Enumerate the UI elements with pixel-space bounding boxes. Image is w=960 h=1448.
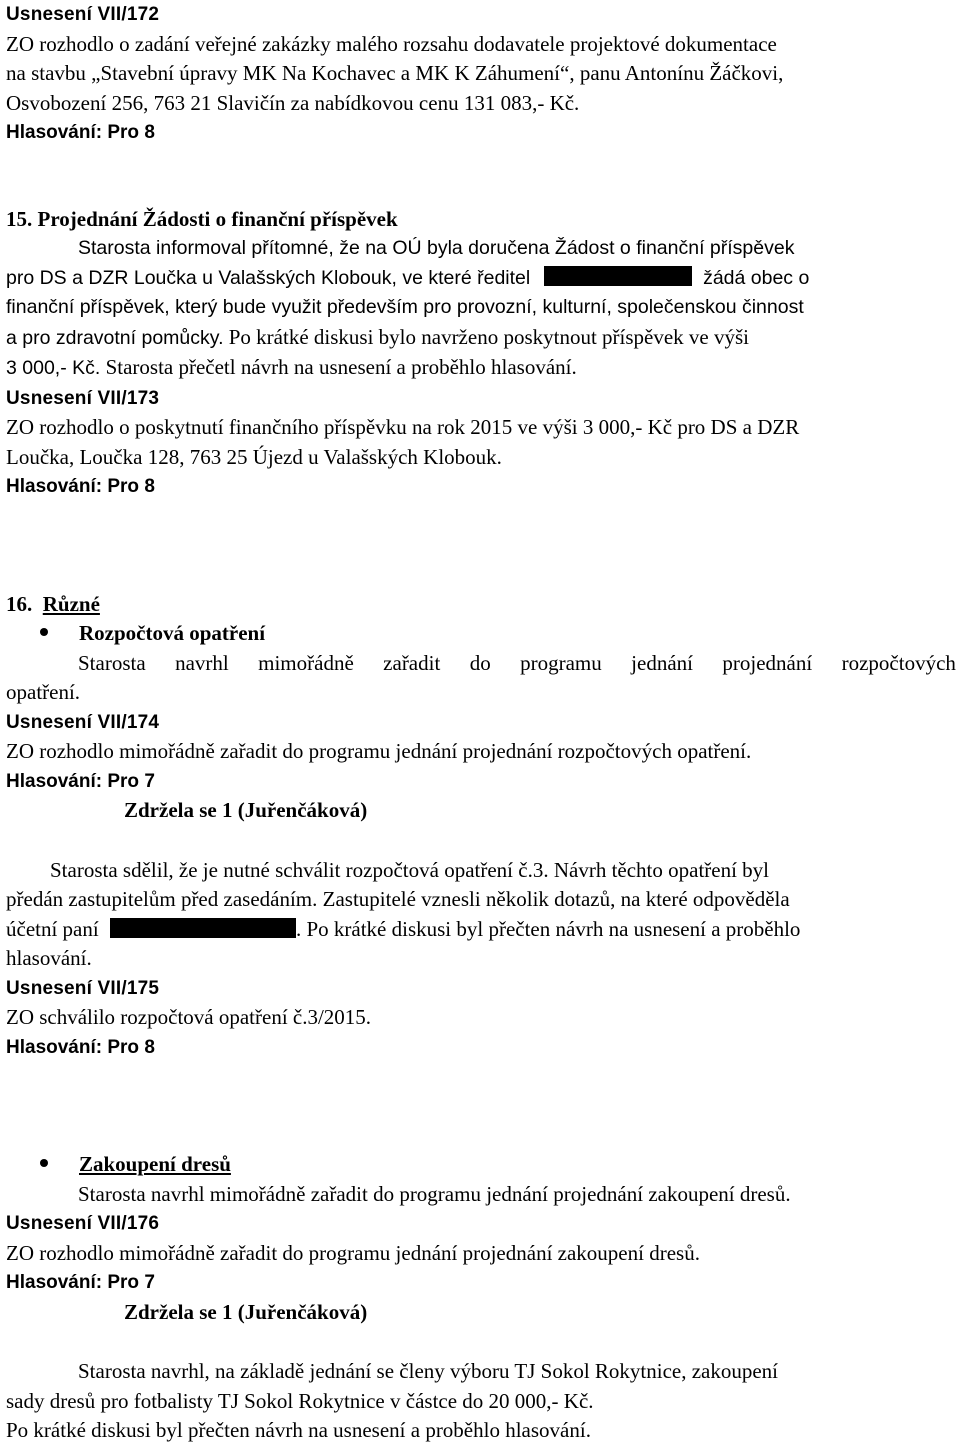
resolution-175	[6, 974, 956, 1063]
resolution-text-line: na stavbu „Stavební úpravy MK Na Kochavec a MK K Záhumení“, panu Antonínu Žáčkovi,	[6, 61, 784, 85]
word: projednání	[722, 650, 813, 675]
vote-result: Hlasování: Pro 7	[6, 1272, 155, 1293]
paragraph-line	[6, 915, 956, 945]
paragraph-line	[6, 323, 956, 354]
budget-discussion	[6, 856, 956, 974]
document-page	[6, 0, 956, 1446]
section-label: Různé	[42, 591, 100, 616]
resolution-title: Usnesení VII/175	[6, 977, 160, 999]
bullet-icon	[40, 1159, 48, 1167]
paragraph-line	[6, 649, 956, 679]
paragraph-text: pro DS a DZR Loučka u Valašských Klobouk, ve které ředitel	[6, 266, 531, 289]
paragraph-line: hlasování.	[6, 946, 92, 970]
word: zařadit	[383, 650, 441, 675]
paragraph-line: Starosta navrhl, na základě jednání se členy výboru TJ Sokol Rokytnice, zakoupení	[78, 1359, 779, 1383]
paragraph-line: Po krátké diskusi byl přečten návrh na usnesení a proběhlo hlasování.	[6, 1418, 591, 1442]
bullet-item	[6, 619, 956, 649]
abstention-note: Zdržela se 1 (Juřenčáková)	[124, 798, 368, 822]
section-16	[6, 590, 956, 708]
paragraph-text: 3 000,- Kč.	[6, 357, 101, 379]
word: navrhl	[175, 650, 229, 675]
paragraph-text: a pro zdravotní pomůcky.	[6, 326, 224, 349]
paragraph-text: účetní paní	[6, 916, 99, 941]
resolution-title: Usnesení VII/172	[6, 4, 160, 25]
vote-result: Hlasování: Pro 8	[6, 476, 155, 497]
paragraph-line: Starosta sdělil, že je nutné schválit rozpočtová opatření č.3. Návrh těchto opatření byl	[50, 857, 770, 882]
resolution-title: Usnesení VII/174	[6, 711, 160, 733]
paragraph-line	[6, 353, 956, 384]
paragraph-text: Po krátké diskusi bylo navrženo poskytnout příspěvek ve výši	[223, 324, 750, 349]
resolution-text-line: ZO rozhodlo o zadání veřejné zakázky malého rozsahu dodavatele projektové dokumentace	[6, 31, 777, 56]
jerseys-item	[6, 1150, 956, 1209]
paragraph-line: opatření.	[6, 680, 81, 704]
word: do	[469, 650, 491, 675]
resolution-174	[6, 708, 956, 826]
section-number: 16.	[6, 591, 33, 616]
resolution-176	[6, 1209, 956, 1327]
paragraph-line: předán zastupitelům před zasedáním. Zastupitelé vznesli několik dotazů, na které odpověděla	[6, 887, 790, 911]
bullet-icon	[40, 628, 48, 636]
bullet-title: Zakoupení dresů	[79, 1152, 231, 1176]
section-15	[6, 205, 956, 384]
word: rozpočtových	[841, 650, 956, 675]
redacted-name	[110, 918, 296, 938]
word: Starosta	[78, 650, 146, 675]
resolution-173	[6, 384, 956, 502]
resolution-text-line: Loučka, Loučka 128, 763 25 Újezd u Valašských Klobouk.	[6, 444, 502, 469]
paragraph-line: sady dresů pro fotbalisty TJ Sokol Rokytnice v částce do 20 000,- Kč.	[6, 1388, 594, 1413]
paragraph-line: finanční příspěvek, který bude využit především pro provozní, kulturní, společenskou činnost	[6, 296, 804, 318]
word: jednání	[631, 650, 693, 675]
jerseys-discussion	[6, 1357, 956, 1446]
section-heading: 15. Projednání Žádosti o finanční příspěvek	[6, 206, 398, 231]
word: programu	[520, 650, 602, 675]
resolution-title: Usnesení VII/173	[6, 387, 160, 409]
paragraph-text: žádá obec o	[703, 266, 810, 289]
resolution-text-line: ZO schválilo rozpočtová opatření č.3/2015.	[6, 1005, 372, 1029]
paragraph-line: Starosta navrhl mimořádně zařadit do programu jednání projednání zakoupení dresů.	[78, 1181, 791, 1206]
bullet-title: Rozpočtová opatření	[79, 621, 266, 645]
resolution-text-line: ZO rozhodlo o poskytnutí finančního příspěvku na rok 2015 ve výši 3 000,- Kč pro DS a DZR	[6, 415, 800, 439]
resolution-text-line: Osvobození 256, 763 21 Slavičín za nabídkovou cenu 131 083,- Kč.	[6, 90, 580, 115]
resolution-text-line: ZO rozhodlo mimořádně zařadit do programu jednání projednání zakoupení dresů.	[6, 1240, 700, 1265]
paragraph-text: . Po krátké diskusi byl přečten návrh na usnesení a proběhlo	[295, 916, 801, 941]
paragraph-text: Starosta přečetl návrh na usnesení a proběhlo hlasování.	[100, 355, 577, 379]
resolution-172	[6, 0, 956, 148]
vote-result: Hlasování: Pro 7	[6, 770, 155, 792]
vote-result: Hlasování: Pro 8	[6, 1036, 155, 1058]
word: mimořádně	[258, 650, 354, 675]
redacted-name	[544, 266, 692, 286]
abstention-note: Zdržela se 1 (Juřenčáková)	[124, 1299, 368, 1324]
paragraph-line	[6, 264, 956, 294]
bullet-item	[6, 1150, 956, 1180]
vote-result: Hlasování: Pro 8	[6, 122, 155, 143]
resolution-text-line: ZO rozhodlo mimořádně zařadit do programu jednání projednání rozpočtových opatření.	[6, 739, 752, 763]
section-heading	[6, 590, 956, 620]
resolution-title: Usnesení VII/176	[6, 1213, 160, 1234]
paragraph-line: Starosta informoval přítomné, že na OÚ byla doručena Žádost o finanční příspěvek	[78, 237, 795, 259]
